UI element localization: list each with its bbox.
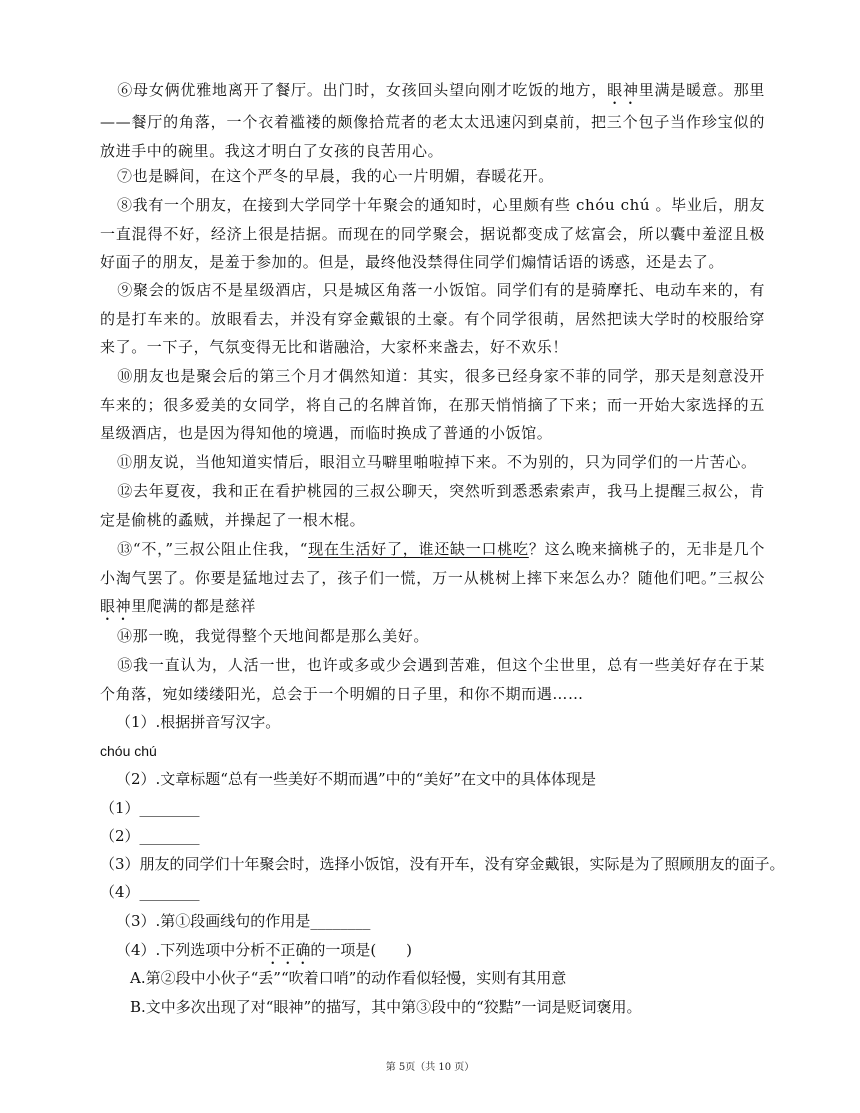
paragraph-7: ⑦也是瞬间，在这个严冬的早晨，我的心一片明媚，春暖花开。 (117, 167, 554, 185)
question-2-item-3: （3）朋友的同学们十年聚会时，选择小饭馆，没有开车，没有穿金戴银，实际是为了照顾朋友的面子。 (100, 855, 785, 873)
question-2: （2）.文章标题“总有一些美好不期而遇”中的“美好”在文中的具体体现是 (116, 770, 596, 788)
paragraph-15: ⑮我一直认为，人活一世，也许或多或少会遇到苦难，但这个尘世里，总有一些美好存在于某个角落，宛如缕缕阳光，总会于一个明媚的日子里，和你不期而遇…… (100, 656, 765, 703)
paragraph-6: ⑥母女俩优雅地离开了餐厅。出门时，女孩回头望向刚才吃饭的地方，眼神里满是暖意。那里——餐厅的角落，一个衣着褴褛的颇像拾荒者的老太太迅速闪到桌前，把三个包子当作珍宝似的放进手中的碗里。我这才明白了女孩的良苦用心。 (100, 81, 765, 160)
paragraph-8: ⑧我有一个朋友，在接到大学同学十年聚会的通知时，心里颇有些 chóu chú 。毕业后，朋友一直混得不好，经济上很是拮据。而现在的同学聚会，据说都变成了炫富会，所以囊中羞涩且极好面子的朋友，是羞于参加的。但是，最终他没禁得住同学们煽情话语的诱惑，还是去了。 (100, 196, 765, 271)
question-4-option-a: A.第②段中小伙子“丢”“吹着口哨”的动作看似轻慢，实则有其用意 (130, 969, 567, 987)
emphasis-dotted: 不正确 (265, 941, 311, 959)
question-2-item-2: （2）________ (100, 827, 200, 845)
paragraph-11: ⑪朋友说，当他知道实情后，眼泪立马噼里啪啦掉下来。不为别的，只为同学们的一片苦心。 (117, 453, 757, 471)
paragraph-9: ⑨聚会的饭店不是星级酒店，只是城区角落一小饭馆。同学们有的是骑摩托、电动车来的，有的是打车来的。放眼看去，并没有穿金戴银的土豪。有个同学很萌，居然把读大学时的校服给穿来了。一下子，气氛变得无比和谐融洽，大家杯来盏去，好不欢乐！ (100, 281, 765, 356)
page-footer: 第 5页（共 10 页） (385, 1062, 475, 1073)
paragraph-10: ⑩朋友也是聚会后的第三个月才偶然知道：其实，很多已经身家不菲的同学，那天是刻意没开车来的；很多爱美的女同学，将自己的名牌首饰，在那天悄悄摘了下来；而一开始大家选择的五星级酒店，也是因为得知他的境遇，而临时换成了普通的小饭馆。 (100, 367, 765, 442)
underlined-sentence: 现在生活好了，谁还缺一口桃吃 (308, 540, 529, 558)
emphasis-dotted: 眼神 (607, 81, 639, 99)
question-2-item-4: （4）________ (100, 883, 200, 901)
question-4-option-b: B.文中多次出现了对“眼神”的描写，其中第③段中的“狡黠”一词是贬词褒用。 (130, 998, 642, 1016)
question-1: （1）.根据拼音写汉字。 (116, 713, 281, 731)
question-2-item-1: （1）________ (100, 799, 200, 817)
question-4: （4）.下列选项中分析不正确的一项是( ) (116, 941, 413, 959)
paragraph-14: ⑭那一晚，我觉得整个天地间都是那么美好。 (117, 627, 430, 645)
question-3: （3）.第①段画线句的作用是________ (116, 912, 371, 930)
paragraph-12: ⑫去年夏夜，我和正在看护桃园的三叔公聊天，突然听到悉悉索索声，我马上提醒三叔公，肯定是偷桃的蟊贼，并操起了一根木棍。 (100, 482, 765, 529)
emphasis-dotted: 眼神 (100, 597, 132, 615)
paragraph-13: ⑬“不，”三叔公阻止住我，“现在生活好了，谁还缺一口桃吃？这么晚来摘桃子的，无非是几个小淘气罢了。你要是猛地过去了，孩子们一慌，万一从桃树上摔下来怎么办？随他们吧。”三叔公眼神里爬满的都是慈祥 (100, 540, 765, 615)
question-1-pinyin: chóu chú (100, 743, 157, 759)
